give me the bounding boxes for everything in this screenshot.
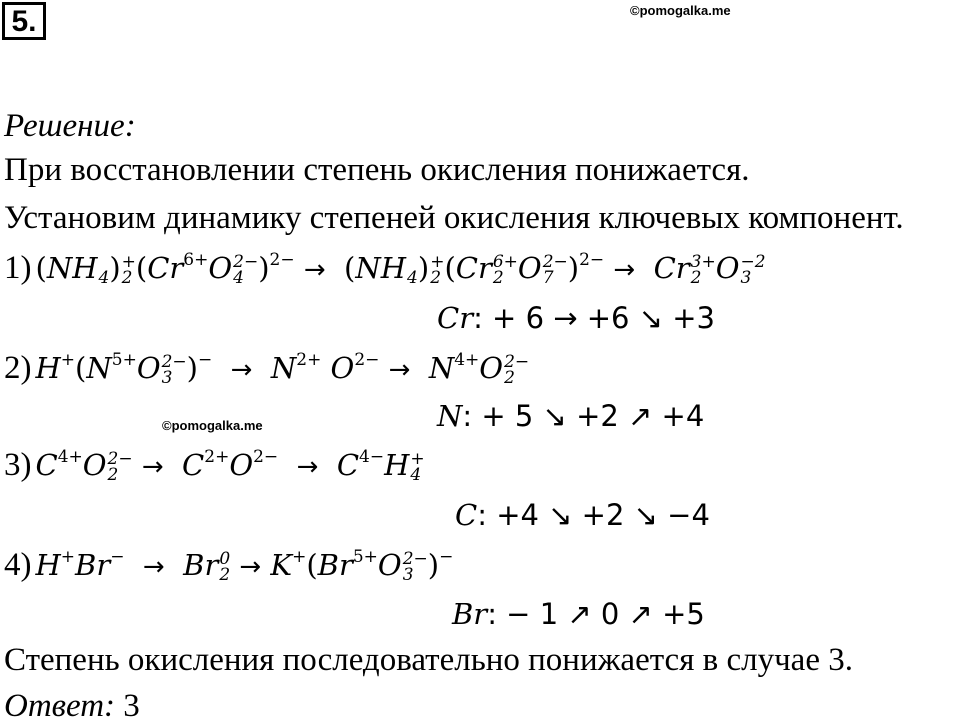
equation-formula: $H^+(N^{5+}O$ 2− 3 )$^- \to N^{2+}$ $O^{2-} \to N^{4+}O$ 2− 2 bbox=[35, 350, 530, 388]
equation-2 bbox=[4, 348, 529, 390]
item-number: 3) bbox=[4, 447, 32, 483]
answer-line bbox=[4, 686, 140, 726]
dynamics-values: : + 5 ↘ +2 ↗ +4 bbox=[462, 399, 705, 433]
equation-formula: H+Br− → Br 0 2 → $K^+(Br^{5+}O$ 2− 3 )− bbox=[35, 547, 454, 585]
equation-3 bbox=[4, 445, 425, 487]
dynamics-4 bbox=[452, 594, 705, 634]
dynamics-element: Cr bbox=[437, 301, 474, 335]
item-number: 1) bbox=[4, 250, 32, 286]
dynamics-3 bbox=[455, 495, 710, 535]
dynamics-2 bbox=[437, 396, 704, 436]
dynamics-element: Br bbox=[452, 597, 488, 631]
task-number: 5. bbox=[2, 2, 46, 40]
dynamics-1 bbox=[437, 298, 715, 338]
equation-4 bbox=[4, 545, 453, 587]
equation-formula: (NH 4 ) + 2 ($Cr^{6+}O$ 2− 4 )$^{2-}$ → (NH 4 ) + 2 (Cr 6+ 2 O 2− 7 )$^{2-}$ → Cr 3+ 2 O −2 3 bbox=[35, 250, 766, 288]
dynamics-values: : +4 ↘ +2 ↘ −4 bbox=[477, 498, 710, 532]
dynamics-values: : + 6 → +6 ↘ +3 bbox=[473, 301, 715, 335]
dynamics-element: N bbox=[437, 399, 463, 433]
intro-line-2: Установим динамику степеней окисления ключевых компонент. bbox=[4, 200, 904, 236]
dynamics-values: : − 1 ↗ 0 ↗ +5 bbox=[487, 597, 705, 631]
answer-value: 3 bbox=[115, 688, 140, 724]
conclusion: Степень окисления последовательно понижается в случае 3. bbox=[4, 642, 853, 678]
equation-1 bbox=[4, 248, 766, 290]
dynamics-element: C bbox=[455, 498, 478, 532]
intro-line-1: При восстановлении степень окисления понижается. bbox=[4, 152, 750, 188]
item-number: 2) bbox=[4, 350, 32, 386]
equation-formula: $C^{4+}O$ 2− 2 → $C^{2+}O^{2-} \to C^{4-}H$ + 4 bbox=[35, 447, 425, 485]
watermark-middle: ©pomogalka.me bbox=[162, 418, 263, 433]
solution-label: Решение: bbox=[4, 108, 136, 144]
watermark-top: ©pomogalka.me bbox=[630, 3, 731, 18]
answer-label: Ответ: bbox=[4, 688, 116, 724]
item-number: 4) bbox=[4, 547, 32, 583]
